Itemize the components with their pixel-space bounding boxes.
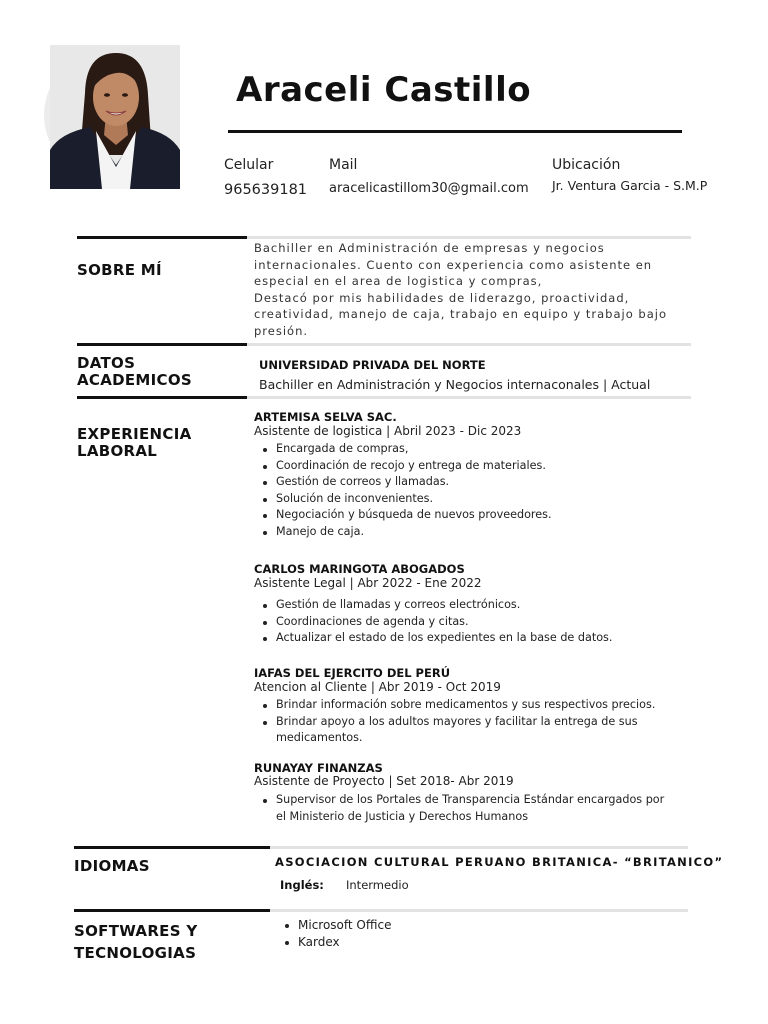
- list-item: Gestión de llamadas y correos electrónicos.: [254, 597, 694, 614]
- contact-label-phone: Celular: [224, 157, 274, 173]
- section-title-experience: [77, 426, 191, 460]
- contact-value-phone: 965639181: [224, 182, 308, 198]
- section-title-line: DATOS: [77, 354, 136, 372]
- job-role: Atencion al Cliente | Abr 2019 - Oct 2019: [254, 680, 501, 694]
- section-divider-light: [270, 846, 688, 849]
- software-list: [276, 917, 576, 950]
- list-item: Solución de inconvenientes.: [254, 491, 694, 508]
- section-divider: [74, 846, 270, 849]
- language-name: Inglés:: [280, 878, 324, 892]
- list-item: Gestión de correos y llamadas.: [254, 474, 694, 491]
- list-item: Kardex: [276, 934, 576, 951]
- section-divider-light: [270, 909, 688, 912]
- list-item: Encargada de compras,: [254, 441, 694, 458]
- section-divider-light: [247, 396, 691, 399]
- job-role: Asistente de Proyecto | Set 2018- Abr 2019: [254, 774, 514, 788]
- section-divider-light: [247, 343, 691, 346]
- language-institution: ASOCIACION CULTURAL PERUANO BRITANICA- “BRITANICO”: [275, 855, 724, 869]
- contact-label-mail: Mail: [329, 157, 358, 173]
- education-degree: Bachiller en Administración y Negocios internaconales | Actual: [259, 377, 651, 392]
- list-item: Negociación y búsqueda de nuevos proveedores.: [254, 507, 694, 524]
- language-level: Intermedio: [346, 878, 409, 892]
- job-duties: [254, 597, 694, 647]
- section-divider: [74, 909, 270, 912]
- name-underline: [228, 130, 682, 133]
- section-divider: [77, 236, 247, 239]
- job-duties: [254, 441, 694, 540]
- about-line: Destacó por mis habilidades de liderazgo, proactividad,: [254, 290, 630, 305]
- section-title-line: SOFTWARES Y: [74, 922, 198, 940]
- about-line: creatividad, manejo de caja, trabajo en equipo y trabajo bajo: [254, 307, 667, 321]
- job-role: Asistente Legal | Abr 2022 - Ene 2022: [254, 576, 482, 590]
- section-divider: [77, 396, 247, 399]
- section-divider-light: [247, 236, 691, 239]
- job-duties: [254, 792, 674, 825]
- section-title-languages: IDIOMAS: [74, 857, 150, 875]
- profile-photo: [50, 45, 180, 189]
- section-divider: [77, 343, 247, 346]
- job-company: CARLOS MARINGOTA ABOGADOS: [254, 562, 465, 576]
- job-company: IAFAS DEL EJERCITO DEL PERÚ: [254, 666, 451, 680]
- list-item: Microsoft Office: [276, 917, 576, 934]
- contact-value-mail: aracelicastillom30@gmail.com: [329, 181, 529, 196]
- section-title-line: EXPERIENCIA: [77, 425, 192, 443]
- section-title-education: [77, 355, 192, 389]
- section-title-software: [74, 920, 198, 964]
- about-text: [254, 240, 694, 339]
- section-title-line: TECNOLOGIAS: [74, 944, 197, 962]
- section-title-about: SOBRE MÍ: [77, 261, 162, 279]
- about-line: especial en el area de logistica y compras,: [254, 274, 543, 288]
- section-title-line: ACADEMICOS: [77, 371, 192, 389]
- list-item: Brindar apoyo a los adultos mayores y facilitar la entrega de sus medicamentos.: [254, 714, 674, 747]
- list-item: Coordinación de recojo y entrega de materiales.: [254, 458, 694, 475]
- about-line: internacionales. Cuento con experiencia como asistente en: [254, 257, 653, 272]
- job-duties: [254, 697, 674, 747]
- contact-label-location: Ubicación: [552, 157, 621, 173]
- list-item: Brindar información sobre medicamentos y sus respectivos precios.: [254, 697, 674, 714]
- list-item: Actualizar el estado de los expedientes en la base de datos.: [254, 630, 694, 647]
- person-portrait-icon: [50, 45, 180, 189]
- job-role: Asistente de logistica | Abril 2023 - Dic 2023: [254, 424, 522, 438]
- list-item: Coordinaciones de agenda y citas.: [254, 614, 694, 631]
- education-institution: UNIVERSIDAD PRIVADA DEL NORTE: [259, 358, 486, 372]
- list-item: Supervisor de los Portales de Transparencia Estándar encargados por el Ministerio de Justicia y Derechos Humanos: [254, 792, 674, 825]
- candidate-name: Araceli Castillo: [236, 70, 532, 110]
- list-item: Manejo de caja.: [254, 524, 694, 541]
- about-line: presión.: [254, 323, 309, 338]
- job-company: RUNAYAY FINANZAS: [254, 761, 383, 775]
- contact-value-location: Jr. Ventura Garcia - S.M.P: [552, 178, 708, 193]
- job-company: ARTEMISA SELVA SAC.: [254, 410, 397, 424]
- about-line: Bachiller en Administración de empresas y negocios: [254, 241, 605, 255]
- section-title-line: LABORAL: [77, 442, 158, 460]
